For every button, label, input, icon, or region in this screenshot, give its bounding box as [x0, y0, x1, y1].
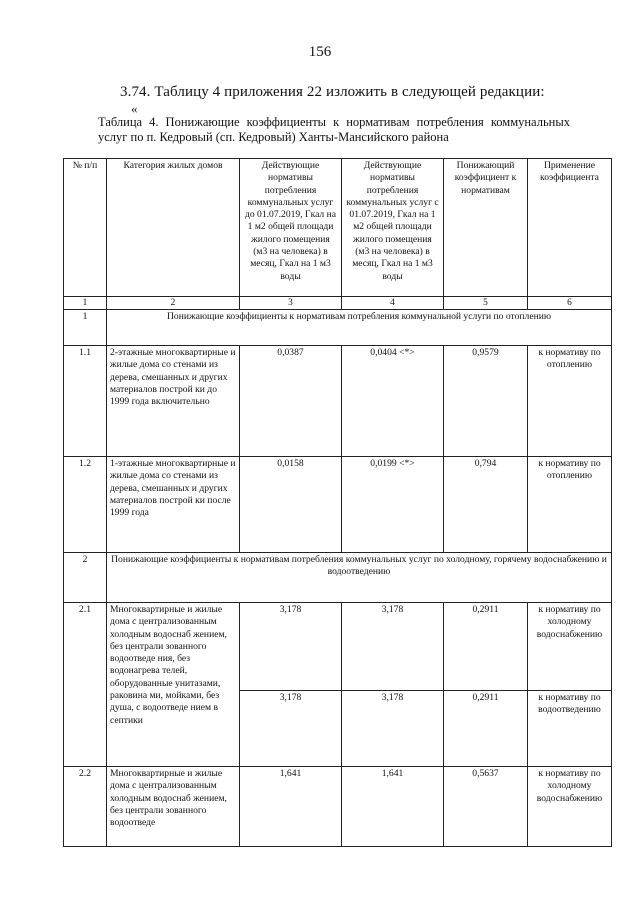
- col-number: 3: [240, 297, 342, 310]
- header-coefficient: Понижающий коэффициент к нормативам: [444, 159, 528, 297]
- row-norm-after: 3,178: [342, 603, 444, 691]
- row-norm-before: 3,178: [240, 603, 342, 691]
- col-number: 6: [528, 297, 612, 310]
- table-row: [64, 346, 612, 457]
- table-row: [64, 603, 612, 691]
- col-number: 1: [64, 297, 107, 310]
- row-norm-after: 1,641: [342, 767, 444, 847]
- section-2-title: Понижающие коэффициенты к нормативам потребления коммунальных услуг по холодному, горячему водоснабжению и водоотведению: [107, 553, 612, 603]
- row-category: 1-этажные многоквартирные и жилые дома со стенами из дерева, смешанных и других материалов построй ки после 1999 года: [107, 457, 240, 553]
- header-num: № п/п: [64, 159, 107, 297]
- row-norm-before: 0,0158: [240, 457, 342, 553]
- row-num: 1.1: [64, 346, 107, 457]
- section-1-title: Понижающие коэффициенты к нормативам потребления коммунальной услуги по отоплению: [107, 310, 612, 346]
- table-row: [64, 457, 612, 553]
- col-number: 2: [107, 297, 240, 310]
- row-coefficient: 0,2911: [444, 603, 528, 691]
- row-application: к нормативу по холодному водоснабжению: [528, 767, 612, 847]
- row-norm-before: 3,178: [240, 691, 342, 767]
- amendment-heading: 3.74. Таблицу 4 приложения 22 изложить в следующей редакции:: [120, 84, 545, 100]
- row-application: к нормативу по холодному водоснабжению: [528, 603, 612, 691]
- row-norm-after: 0,0199 <*>: [342, 457, 444, 553]
- column-number-row: [64, 297, 612, 310]
- row-category: Многоквартирные и жилые дома с централизованным холодным водоснаб жением, без централи зованного водоотведе: [107, 767, 240, 847]
- row-num: 2.1: [64, 603, 107, 767]
- row-norm-before: 1,641: [240, 767, 342, 847]
- section-2-num: 2: [64, 553, 107, 603]
- header-application: Применение коэффициента: [528, 159, 612, 297]
- row-category: 2-этажные многоквартирные и жилые дома со стенами из дерева, смешанных и других материалов построй ки до 1999 года включительно: [107, 346, 240, 457]
- coefficients-table: [63, 158, 612, 847]
- row-num: 2.2: [64, 767, 107, 847]
- row-application: к нормативу по отоплению: [528, 346, 612, 457]
- header-norm-before: Действующие нормативы потребления коммунальных услуг до 01.07.2019, Гкал на 1 м2 общей площади жилого помещения (м3 на человека) в месяц, Гкал на 1 м3 воды: [240, 159, 342, 297]
- section-1-num: 1: [64, 310, 107, 346]
- table-header-row: [64, 159, 612, 297]
- section-1-row: [64, 310, 612, 346]
- row-coefficient: 0,794: [444, 457, 528, 553]
- row-application: к нормативу по водоотведению: [528, 691, 612, 767]
- row-norm-after: 3,178: [342, 691, 444, 767]
- row-norm-before: 0,0387: [240, 346, 342, 457]
- row-coefficient: 0,5637: [444, 767, 528, 847]
- row-coefficient: 0,2911: [444, 691, 528, 767]
- header-category: Категория жилых домов: [107, 159, 240, 297]
- table-caption: Таблица 4. Понижающие коэффициенты к нормативам потребления коммунальных услуг по п. Кедровый (сп. Кедровый) Ханты-Мансийского района: [98, 115, 570, 144]
- row-num: 1.2: [64, 457, 107, 553]
- opening-quote: «: [131, 101, 138, 116]
- row-category: Многоквартирные и жилые дома с централизованным холодным водоснаб жением, без централи зованного водоотведе ния, без водонагрева телей, оборудованные унитазами, раковина ми, мойками, без душа, с водоотведе нием в септики: [107, 603, 240, 767]
- row-norm-after: 0,0404 <*>: [342, 346, 444, 457]
- section-2-row: [64, 553, 612, 603]
- header-norm-after: Действующие нормативы потребления коммунальных услуг с 01.07.2019, Гкал на 1 м2 общей площади жилого помещения (м3 на человека) в месяц, Гкал на 1 м3 воды: [342, 159, 444, 297]
- col-number: 4: [342, 297, 444, 310]
- row-application: к нормативу по отоплению: [528, 457, 612, 553]
- row-coefficient: 0,9579: [444, 346, 528, 457]
- table-row: [64, 767, 612, 847]
- page-number: 156: [308, 44, 332, 60]
- col-number: 5: [444, 297, 528, 310]
